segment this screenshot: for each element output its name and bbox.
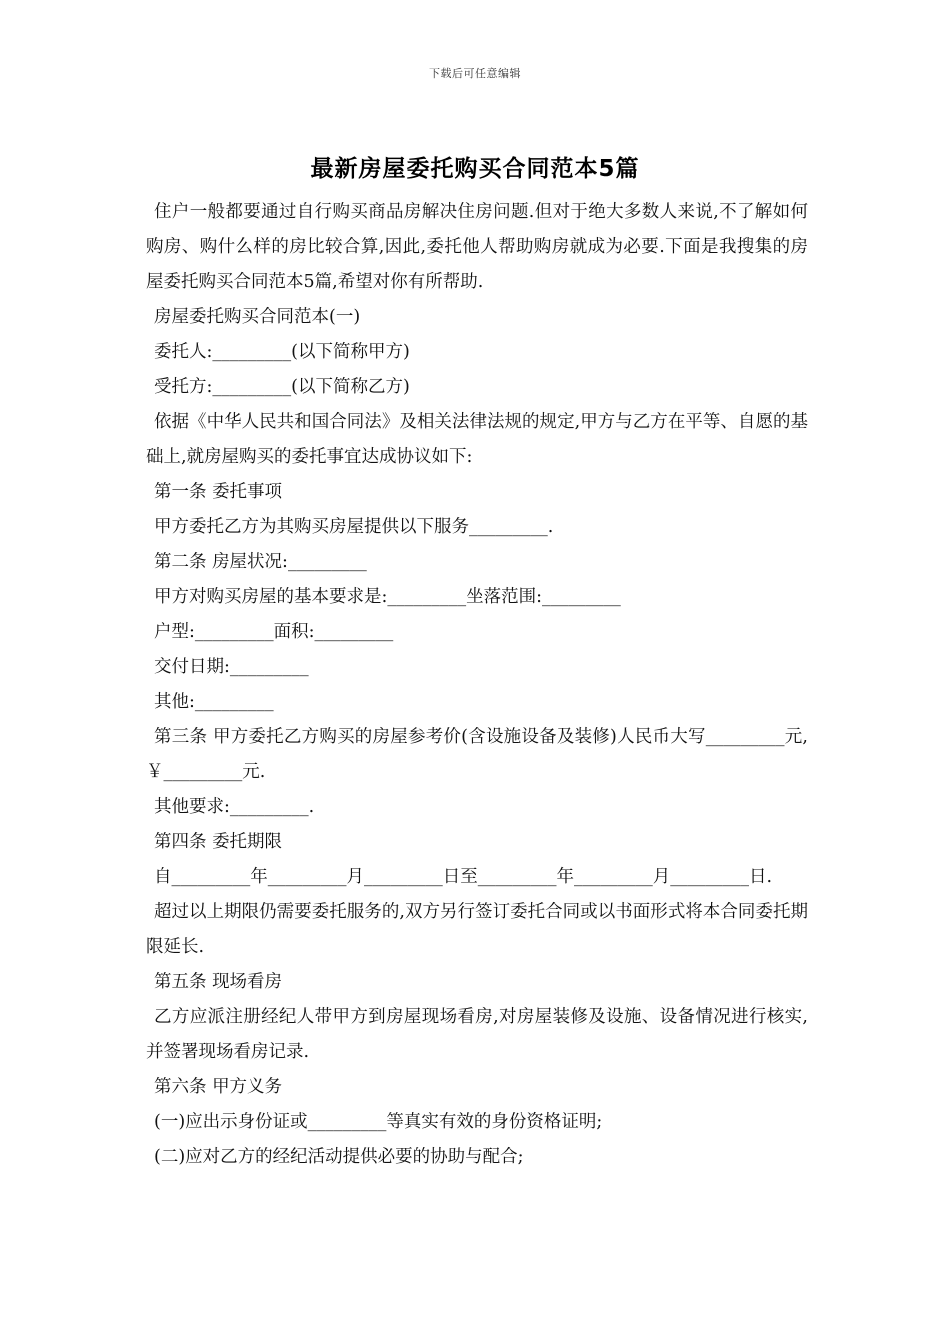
article-3-other: 其他要求:_________. (154, 797, 315, 817)
principal-line: 委托人:_________(以下简称甲方) (154, 342, 410, 362)
article-2-requirements: 甲方对购买房屋的基本要求是:_________坐落范围:_________ (154, 587, 621, 607)
article-2-other: 其他:_________ (154, 692, 274, 712)
article-6-heading: 第六条 甲方义务 (154, 1077, 283, 1097)
article-1-text: 甲方委托乙方为其购买房屋提供以下服务_________. (154, 517, 554, 537)
article-4-period: 自_________年_________月_________日至_________年_________月_________日. (154, 867, 773, 887)
document-body (146, 195, 808, 1175)
article-4-extension: 超过以上期限仍需要委托服务的,双方另行签订委托合同或以书面形式将本合同委托期限延长. (146, 902, 808, 957)
intro-paragraph: 住户一般都要通过自行购买商品房解决住房问题.但对于绝大多数人来说,不了解如何购房、购什么样的房比较合算,因此,委托他人帮助购房就成为必要.下面是我搜集的房屋委托购买合同范本5篇,希望对你有所帮助. (146, 202, 808, 292)
agent-line: 受托方:_________(以下简称乙方) (154, 377, 410, 397)
article-4-heading: 第四条 委托期限 (154, 832, 283, 852)
article-2-heading: 第二条 房屋状况:_________ (154, 552, 367, 572)
article-6-item-1: (一)应出示身份证或_________等真实有效的身份资格证明; (154, 1112, 603, 1132)
article-6-item-2: (二)应对乙方的经纪活动提供必要的协助与配合; (154, 1147, 524, 1167)
contract-heading: 房屋委托购买合同范本(一) (154, 307, 361, 327)
article-5-heading: 第五条 现场看房 (154, 972, 283, 992)
legal-basis-paragraph: 依据《中华人民共和国合同法》及相关法律法规的规定,甲方与乙方在平等、自愿的基础上,就房屋购买的委托事宜达成协议如下: (146, 412, 808, 467)
article-3-price: 第三条 甲方委托乙方购买的房屋参考价(含设施设备及装修)人民币大写_________元,￥_________元. (146, 727, 808, 782)
header-note: 下载后可任意编辑 (429, 67, 521, 80)
article-5-text: 乙方应派注册经纪人带甲方到房屋现场看房,对房屋装修及设施、设备情况进行核实,并签署现场看房记录. (146, 1007, 808, 1062)
document-title: 最新房屋委托购买合同范本5篇 (310, 156, 640, 182)
article-2-delivery-date: 交付日期:_________ (154, 657, 309, 677)
article-1-heading: 第一条 委托事项 (154, 482, 283, 502)
article-2-layout-area: 户型:_________面积:_________ (154, 622, 394, 642)
